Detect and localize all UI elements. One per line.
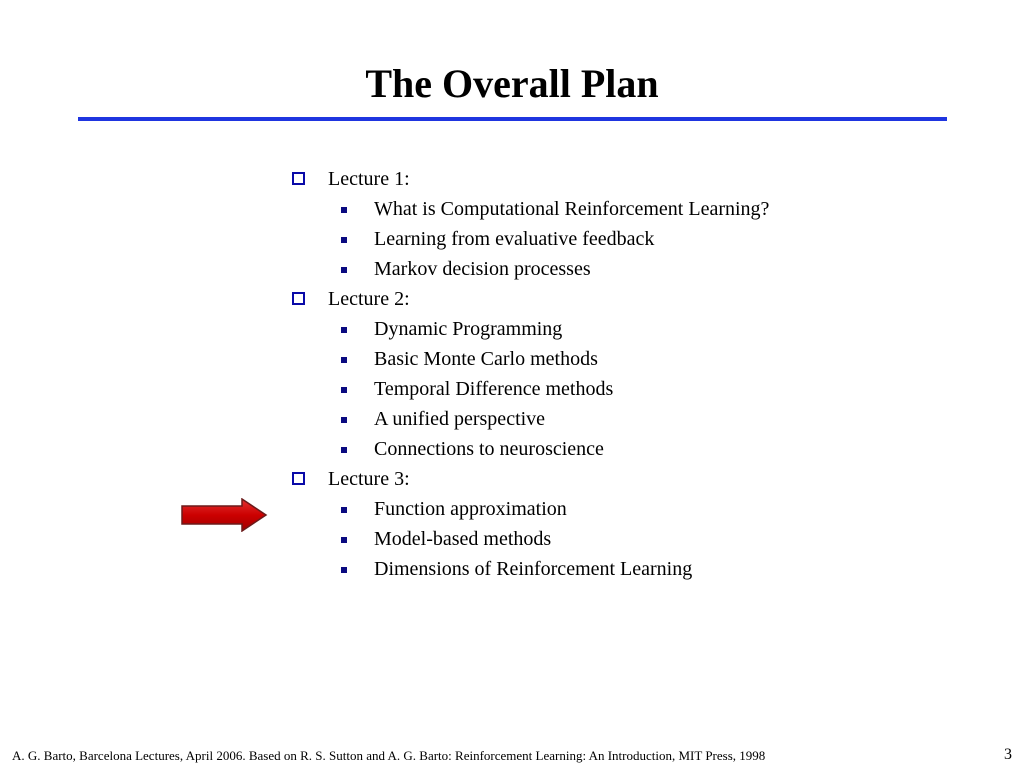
topic-item xyxy=(292,224,769,254)
page-number: 3 xyxy=(1004,746,1012,763)
topic-label: What is Computational Reinforcement Learning? xyxy=(374,198,770,220)
topic-item xyxy=(292,254,769,284)
topic-label: Dimensions of Reinforcement Learning xyxy=(374,558,693,580)
square-bullet-icon xyxy=(341,507,347,513)
square-bullet-icon xyxy=(341,447,347,453)
square-bullet-icon xyxy=(341,357,347,363)
slide-title: The Overall Plan xyxy=(365,61,659,106)
topic-item xyxy=(292,314,769,344)
hollow-square-bullet-icon xyxy=(292,472,305,485)
topic-item xyxy=(292,524,769,554)
square-bullet-icon xyxy=(341,237,347,243)
square-bullet-icon xyxy=(341,207,347,213)
topic-group xyxy=(292,494,769,584)
lecture-label: Lecture 1: xyxy=(328,168,410,190)
lecture-label: Lecture 3: xyxy=(328,468,410,490)
square-bullet-icon xyxy=(341,327,347,333)
topic-item xyxy=(292,344,769,374)
topic-item xyxy=(292,404,769,434)
topic-label: Dynamic Programming xyxy=(374,318,563,340)
topic-label: Temporal Difference methods xyxy=(374,378,614,400)
hollow-square-bullet-icon xyxy=(292,292,305,305)
lecture-item xyxy=(292,284,769,314)
topic-item xyxy=(292,374,769,404)
lecture-label: Lecture 2: xyxy=(328,288,410,310)
topic-group xyxy=(292,314,769,464)
hollow-square-bullet-icon xyxy=(292,172,305,185)
topic-label: Function approximation xyxy=(374,498,567,520)
lecture-outline xyxy=(292,164,769,584)
square-bullet-icon xyxy=(341,267,347,273)
topic-group xyxy=(292,194,769,284)
topic-label: Connections to neuroscience xyxy=(374,438,604,460)
topic-item xyxy=(292,494,769,524)
footer-citation: A. G. Barto, Barcelona Lectures, April 2006. Based on R. S. Sutton and A. G. Barto: Reinforcement Learning: An Introduction, MIT Press, 1998 xyxy=(12,748,766,763)
topic-label: Model-based methods xyxy=(374,528,552,550)
square-bullet-icon xyxy=(341,417,347,423)
topic-item xyxy=(292,194,769,224)
square-bullet-icon xyxy=(341,567,347,573)
square-bullet-icon xyxy=(341,537,347,543)
topic-label: Basic Monte Carlo methods xyxy=(374,348,598,370)
lecture-item xyxy=(292,464,769,494)
lecture-item xyxy=(292,164,769,194)
topic-label: Markov decision processes xyxy=(374,258,591,280)
topic-label: Learning from evaluative feedback xyxy=(374,228,655,250)
square-bullet-icon xyxy=(341,387,347,393)
red-arrow-icon xyxy=(180,498,268,532)
title-divider xyxy=(78,117,947,121)
topic-item xyxy=(292,554,769,584)
topic-item xyxy=(292,434,769,464)
topic-label: A unified perspective xyxy=(374,408,546,430)
